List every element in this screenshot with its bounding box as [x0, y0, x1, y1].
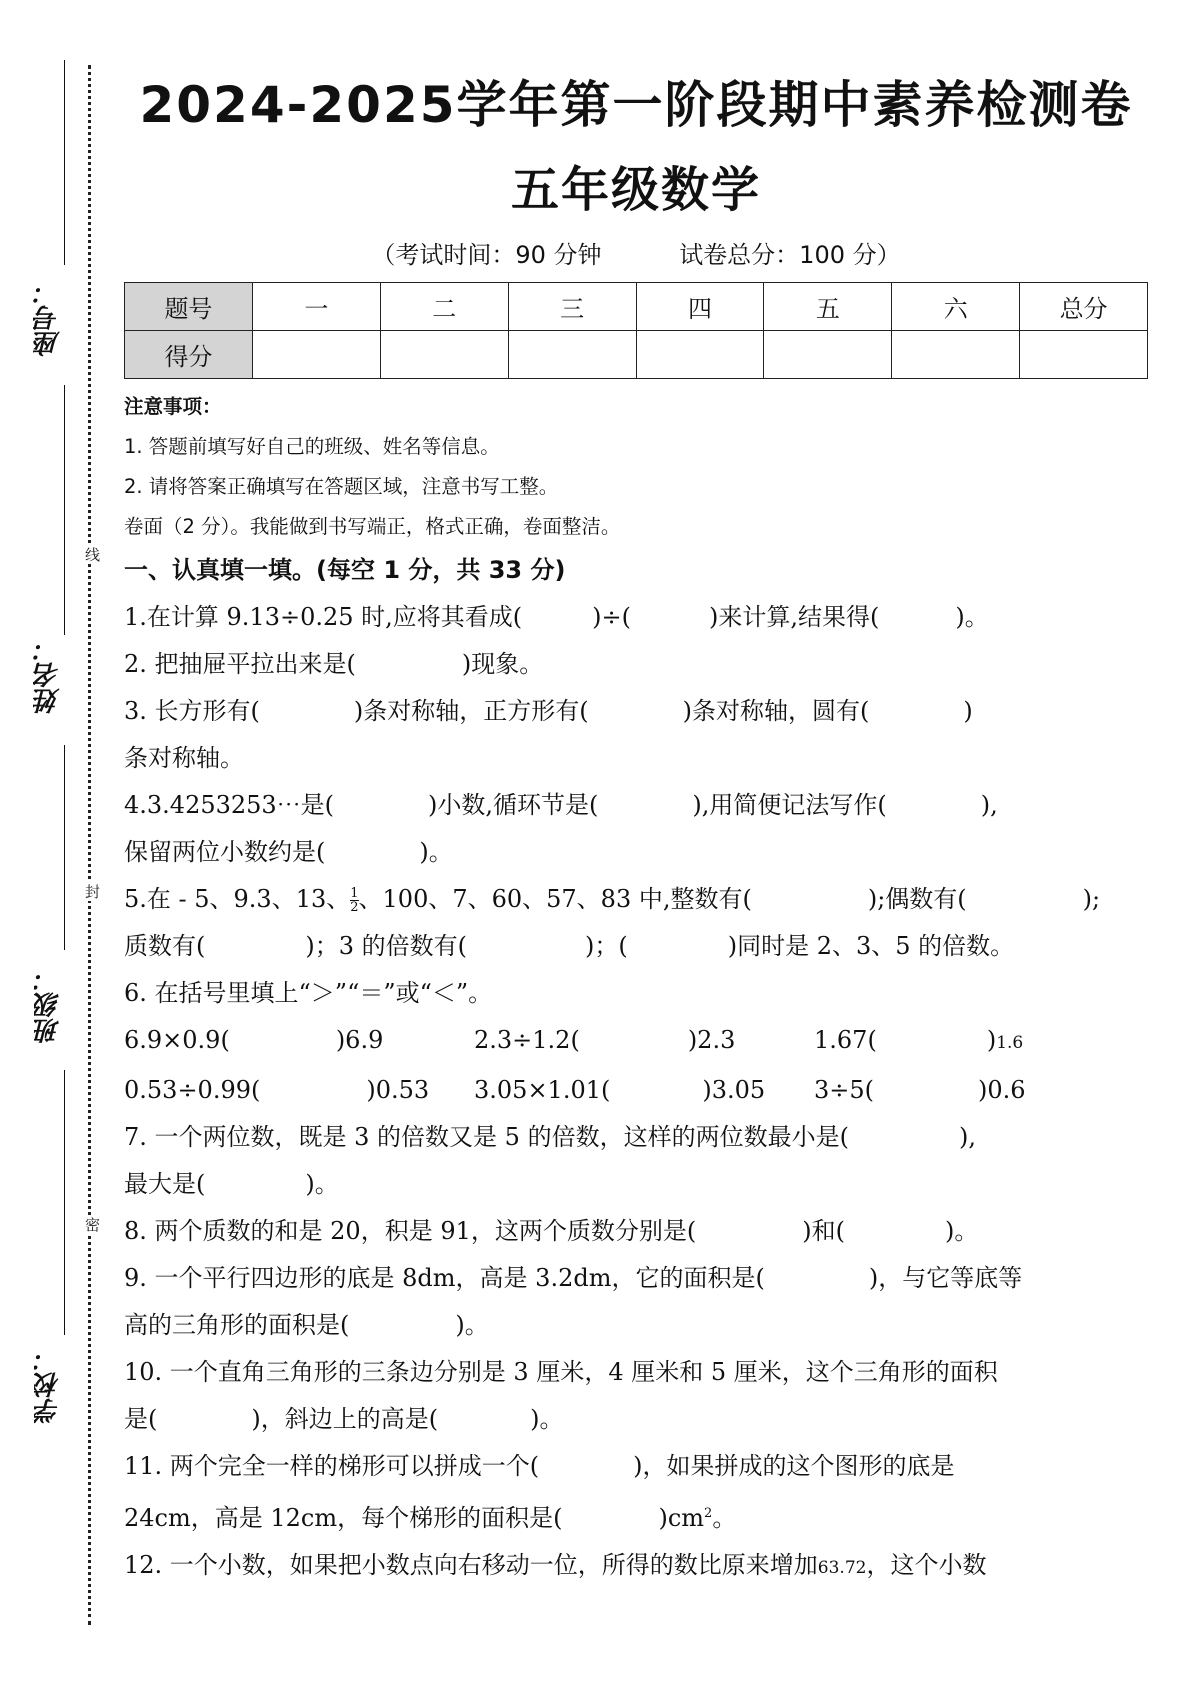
question-5: 5.在 - 5、9.3、13、 $\frac{1}{2}$ 、100、7、60、57、83 中,整数有( );偶数有( );: [124, 885, 1101, 915]
exam-title: 2024-2025学年第一阶段期中素养检测卷: [139, 76, 1133, 134]
seal-char-seal: 封: [83, 884, 101, 899]
score-cell-q2: 二: [380, 283, 508, 331]
class-label: 班级：: [34, 966, 64, 1044]
question-7: 7. 一个两位数，既是 3 的倍数又是 5 的倍数，这样的两位数最小是( ),: [124, 1123, 976, 1151]
question-11-cont: 24cm，高是 12cm，每个梯形的面积是( )$cm^2$。: [124, 1504, 737, 1532]
question-7-cont: 最大是( )。: [124, 1170, 339, 1198]
question-4: 4.3.4253253⋯是( )小数,循环节是( ),用简便记法写作( ),: [124, 791, 998, 819]
score-cell-q5: 五: [764, 283, 892, 331]
seal-char-line: 线: [83, 547, 101, 562]
score-input-5[interactable]: [764, 331, 892, 379]
note-item: 2. 请将答案正确填写在答题区域，注意书写工整。: [124, 475, 559, 498]
score-table-score-row: [125, 331, 1148, 379]
compare-item: 6.9×0.9( )6.9: [124, 1026, 384, 1054]
question-12: 12. 一个小数，如果把小数点向右移动一位，所得的数比原来增加63.72，这个小数: [124, 1551, 987, 1579]
question-10-cont: 是( )，斜边上的高是( )。: [124, 1405, 564, 1433]
score-table: [124, 282, 1148, 379]
school-field-line: [64, 1070, 65, 1335]
question-3-cont: 条对称轴。: [124, 744, 244, 772]
section-1-heading: 一、认真填一填。(每空 1 分，共 33 分): [124, 556, 566, 584]
repeating-decimal: 1.6: [996, 1033, 1024, 1053]
compare-item: 3.05×1.01( )3.05: [474, 1076, 766, 1104]
score-input-3[interactable]: [508, 331, 636, 379]
name-field-line: [64, 385, 65, 635]
class-field-line: [64, 745, 65, 950]
score-cell-label: 题号: [125, 283, 253, 331]
question-2: 2. 把抽屉平拉出来是( )现象。: [124, 650, 544, 678]
score-cell-q3: 三: [508, 283, 636, 331]
compare-row-2: [124, 1067, 1148, 1114]
note-item: 卷面（2 分）。我能做到书写端正，格式正确，卷面整洁。: [124, 515, 621, 538]
question-9: 9. 一个平行四边形的底是 8dm，高是 3.2dm，它的面积是( )，与它等底等: [124, 1264, 1023, 1292]
score-cell-q4: 四: [636, 283, 764, 331]
fraction-one-half: $\frac{1}{2}$: [350, 886, 359, 915]
binding-margin: [0, 0, 110, 1682]
question-3: 3. 长方形有( )条对称轴，正方形有( )条对称轴，圆有( ): [124, 697, 973, 725]
score-row-label: 得分: [125, 331, 253, 379]
exam-time: （考试时间：90 分钟: [371, 241, 602, 269]
score-cell-q6: 六: [892, 283, 1020, 331]
question-6: 6. 在括号里填上“＞”“＝”或“＜”。: [124, 979, 493, 1007]
score-input-6[interactable]: [892, 331, 1020, 379]
score-table-header-row: [125, 283, 1148, 331]
exam-subtitle: 五年级数学: [510, 162, 761, 218]
compare-item: 0.53÷0.99( )0.53: [124, 1076, 430, 1104]
question-1: 1.在计算 9.13÷0.25 时,应将其看成( )÷( )来计算,结果得( )。: [124, 603, 989, 631]
compare-item: 3÷5( )0.6: [814, 1076, 1026, 1104]
notes: [124, 387, 1148, 547]
score-input-2[interactable]: [380, 331, 508, 379]
compare-row-1: [124, 1017, 1148, 1067]
question-10: 10. 一个直角三角形的三条边分别是 3 厘米，4 厘米和 5 厘米，这个三角形的面积: [124, 1358, 998, 1386]
dotted-seal-line: [88, 65, 91, 1625]
score-input-total[interactable]: [1020, 331, 1148, 379]
question-11: 11. 两个完全一样的梯形可以拼成一个( )，如果拼成的这个图形的底是: [124, 1452, 955, 1480]
score-input-1[interactable]: [252, 331, 380, 379]
question-9-cont: 高的三角形的面积是( )。: [124, 1311, 489, 1339]
school-label: 学校：: [34, 1346, 64, 1424]
compare-item: 1.67( )1.6: [814, 1026, 1024, 1054]
exam-content: [124, 60, 1148, 1592]
score-cell-total: 总分: [1020, 283, 1148, 331]
compare-item: 2.3÷1.2( )2.3: [474, 1026, 736, 1054]
note-item: 1. 答题前填写好自己的班级、姓名等信息。: [124, 435, 500, 458]
seal-char-secret: 密: [83, 1217, 101, 1232]
question-5-cont: 质数有( )；3 的倍数有( )；( )同时是 2、3、5 的倍数。: [124, 932, 1015, 960]
seat-field-line: [64, 60, 65, 265]
name-label: 姓名：: [34, 636, 64, 714]
seat-label: 座号：: [34, 279, 64, 357]
exam-info: [124, 230, 1148, 280]
notes-heading: 注意事项：: [124, 395, 222, 418]
question-4-cont: 保留两位小数约是( )。: [124, 838, 453, 866]
score-cell-q1: 一: [252, 283, 380, 331]
score-input-4[interactable]: [636, 331, 764, 379]
question-8: 8. 两个质数的和是 20，积是 91，这两个质数分别是( )和( )。: [124, 1217, 979, 1245]
exam-total: 试卷总分：100 分）: [679, 241, 901, 269]
